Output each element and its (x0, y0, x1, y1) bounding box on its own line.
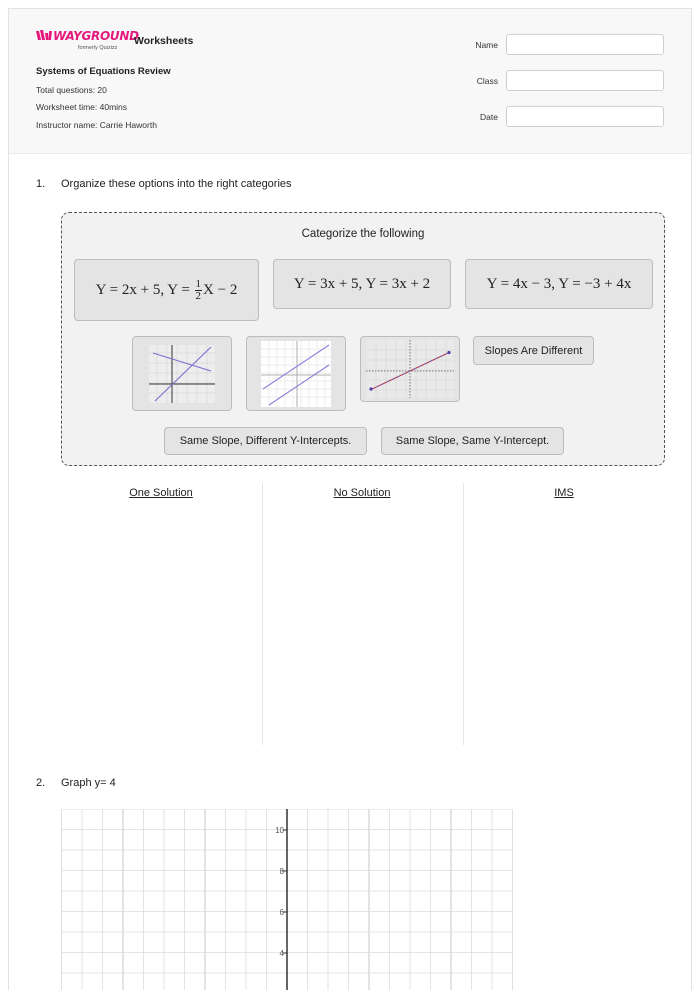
column-header-one-solution: One Solution (129, 487, 193, 499)
class-field[interactable] (506, 70, 664, 91)
column-divider (463, 483, 464, 745)
categorize-options-box (61, 212, 665, 466)
column-header-no-solution: No Solution (333, 487, 391, 499)
option-intersecting-lines-graph[interactable] (132, 336, 232, 411)
logo-subtitle: formerly Quizizz (78, 45, 118, 51)
equation-1-part-b: X − 2 (203, 281, 238, 298)
option-slopes-are-different[interactable]: Slopes Are Different (473, 336, 594, 365)
instructor-name: Instructor name: Carrie Haworth (36, 120, 157, 130)
option-equation-1[interactable] (74, 259, 259, 321)
fraction-denominator: 2 (195, 289, 202, 302)
graph-grid[interactable] (61, 809, 513, 990)
option-same-line-graph[interactable] (360, 336, 460, 402)
class-label: Class (476, 76, 498, 86)
parallel-lines-graph-icon (261, 341, 331, 407)
question-2-number: 2. (36, 777, 46, 789)
intersecting-lines-graph-icon (147, 343, 217, 405)
worksheet-title: Systems of Equations Review (36, 66, 171, 77)
equation-1-text (96, 279, 238, 302)
fraction-numerator: 1 (195, 277, 202, 290)
option-same-slope-same-intercept[interactable]: Same Slope, Same Y-Intercept. (381, 427, 564, 455)
date-label: Date (480, 112, 498, 122)
y-tick-label: 6 (279, 908, 284, 917)
option-same-slope-different-intercepts[interactable]: Same Slope, Different Y-Intercepts. (164, 427, 367, 455)
question-2-prompt: Graph y= 4 (61, 777, 116, 789)
column-divider (262, 483, 263, 745)
logo-wordmark: WAYGROUND (53, 29, 139, 43)
y-tick-label: 8 (279, 867, 284, 876)
equation-3-text: Y = 4x − 3, Y = −3 + 4x (486, 275, 632, 292)
brand-logo (36, 28, 139, 58)
y-tick-label: 10 (275, 826, 284, 835)
name-label: Name (475, 40, 498, 50)
product-name: Worksheets (134, 35, 194, 47)
option-equation-2[interactable] (273, 259, 451, 309)
total-questions: Total questions: 20 (36, 85, 107, 95)
same-line-graph-icon (366, 340, 454, 398)
date-field[interactable] (506, 106, 664, 127)
name-field[interactable] (506, 34, 664, 55)
question-1-prompt: Organize these options into the right categories (61, 178, 292, 190)
categorize-title: Categorize the following (301, 228, 425, 240)
worksheet-page (8, 8, 692, 990)
equation-1-part-a: Y = 2x + 5, Y = (95, 281, 194, 298)
question-1-number: 1. (36, 178, 46, 190)
option-equation-3[interactable] (465, 259, 653, 309)
y-tick-label: 4 (279, 949, 284, 958)
worksheet-time: Worksheet time: 40mins (36, 102, 128, 112)
column-header-ims: IMS (554, 487, 574, 499)
worksheet-header (9, 9, 691, 154)
option-parallel-lines-graph[interactable] (246, 336, 346, 411)
logo-mark-icon (36, 30, 52, 41)
fraction (195, 279, 203, 302)
equation-2-text: Y = 3x + 5, Y = 3x + 2 (293, 275, 431, 292)
